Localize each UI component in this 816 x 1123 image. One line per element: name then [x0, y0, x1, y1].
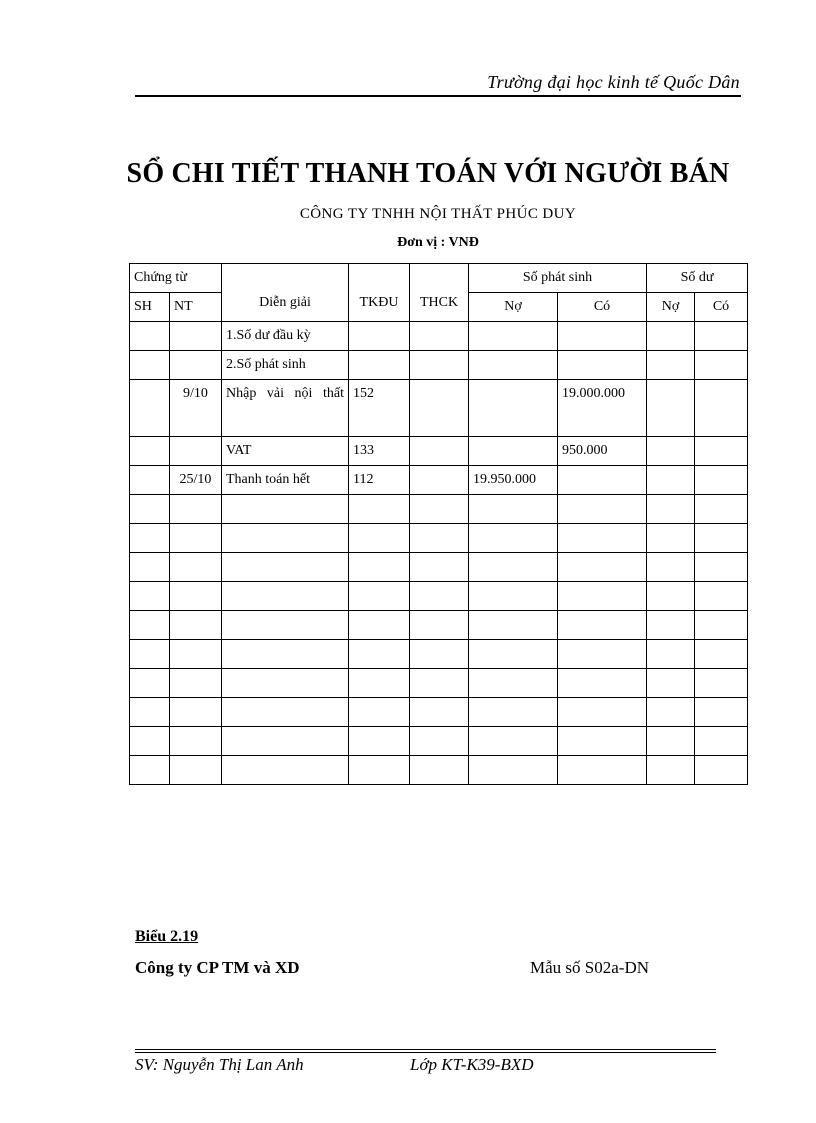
empty-cell	[695, 756, 748, 785]
empty-cell	[558, 669, 647, 698]
empty-cell	[222, 727, 349, 756]
empty-cell	[695, 582, 748, 611]
cell-tkdu: 133	[349, 437, 410, 466]
cell-tkdu	[349, 322, 410, 351]
cell-sh	[130, 322, 170, 351]
cell-no	[469, 322, 558, 351]
empty-row	[130, 698, 748, 727]
empty-cell	[469, 495, 558, 524]
header-no: Nợ	[469, 293, 558, 322]
header-so-phat-sinh: Số phát sinh	[469, 264, 647, 293]
empty-rows	[130, 495, 748, 785]
empty-cell	[410, 727, 469, 756]
empty-cell	[170, 669, 222, 698]
empty-cell	[130, 727, 170, 756]
empty-cell	[222, 698, 349, 727]
empty-cell	[695, 553, 748, 582]
cell-nt	[170, 322, 222, 351]
header-chung-tu: Chứng từ	[130, 264, 222, 293]
currency-unit: Đơn vị : VNĐ	[397, 235, 479, 250]
cell-co	[558, 466, 647, 495]
empty-cell	[647, 669, 695, 698]
empty-cell	[647, 756, 695, 785]
empty-cell	[469, 669, 558, 698]
empty-cell	[130, 611, 170, 640]
cell-thck	[410, 466, 469, 495]
empty-cell	[349, 553, 410, 582]
empty-cell	[170, 524, 222, 553]
empty-cell	[410, 582, 469, 611]
empty-cell	[558, 524, 647, 553]
empty-cell	[130, 582, 170, 611]
cell-du-no	[647, 466, 695, 495]
table-row	[130, 437, 748, 466]
empty-cell	[647, 553, 695, 582]
cell-du-no	[647, 322, 695, 351]
header-thck-label: THCK	[419, 294, 459, 310]
empty-cell	[170, 698, 222, 727]
cell-sh	[130, 380, 170, 437]
empty-cell	[558, 727, 647, 756]
header-school: Trường đại học kinh tế Quốc Dân	[487, 72, 740, 92]
empty-cell	[349, 582, 410, 611]
empty-cell	[558, 698, 647, 727]
company-name: CÔNG TY TNHH NỘI THẤT PHÚC DUY	[299, 206, 577, 222]
table-row	[130, 322, 748, 351]
footer-class: Lớp KT-K39-BXD	[410, 1055, 534, 1074]
empty-cell	[130, 669, 170, 698]
cell-thck	[410, 322, 469, 351]
cell-tkdu	[349, 351, 410, 380]
empty-row	[130, 553, 748, 582]
header-so-du: Số dư	[647, 264, 748, 293]
cell-du-co	[695, 466, 748, 495]
cell-dien-giai: VAT	[222, 437, 349, 466]
empty-cell	[558, 553, 647, 582]
empty-cell	[349, 495, 410, 524]
empty-row	[130, 524, 748, 553]
cell-tkdu: 152	[349, 380, 410, 437]
empty-cell	[349, 524, 410, 553]
footer-rule	[135, 1049, 716, 1050]
empty-row	[130, 756, 748, 785]
header-co: Có	[558, 293, 647, 322]
empty-cell	[695, 524, 748, 553]
empty-row	[130, 582, 748, 611]
table-row	[130, 351, 748, 380]
cell-nt	[170, 437, 222, 466]
cell-co: 950.000	[558, 437, 647, 466]
header-tkdu-label: TKĐU	[359, 294, 399, 310]
cell-du-co	[695, 322, 748, 351]
empty-cell	[647, 640, 695, 669]
footer-rule	[135, 1052, 716, 1053]
empty-cell	[130, 553, 170, 582]
empty-cell	[130, 698, 170, 727]
header-du-co: Có	[695, 293, 748, 322]
header-tkdu	[349, 264, 410, 322]
empty-cell	[130, 495, 170, 524]
empty-cell	[469, 698, 558, 727]
empty-cell	[695, 640, 748, 669]
empty-cell	[170, 756, 222, 785]
empty-cell	[170, 582, 222, 611]
empty-cell	[410, 553, 469, 582]
cell-thck	[410, 437, 469, 466]
cell-nt	[170, 351, 222, 380]
table-row	[130, 380, 748, 437]
form-number: Mẫu số S02a-DN	[530, 958, 649, 977]
empty-cell	[469, 611, 558, 640]
empty-row	[130, 640, 748, 669]
empty-cell	[349, 756, 410, 785]
empty-cell	[410, 698, 469, 727]
empty-cell	[469, 756, 558, 785]
cell-dien-giai-text: Nhập vải nội thất	[226, 386, 344, 401]
cell-co	[558, 351, 647, 380]
empty-cell	[130, 756, 170, 785]
header-thck	[410, 264, 469, 322]
header-sh: SH	[130, 293, 170, 322]
empty-cell	[222, 524, 349, 553]
cell-no	[469, 351, 558, 380]
empty-cell	[469, 727, 558, 756]
cell-sh	[130, 351, 170, 380]
empty-cell	[695, 495, 748, 524]
table-row	[130, 466, 748, 495]
empty-cell	[349, 698, 410, 727]
empty-cell	[170, 553, 222, 582]
empty-cell	[695, 669, 748, 698]
empty-cell	[695, 611, 748, 640]
empty-cell	[170, 640, 222, 669]
empty-cell	[647, 727, 695, 756]
empty-cell	[170, 611, 222, 640]
empty-cell	[647, 698, 695, 727]
cell-dien-giai: 1.Số dư đầu kỳ	[222, 322, 349, 351]
empty-cell	[349, 640, 410, 669]
cell-dien-giai	[222, 380, 349, 437]
empty-cell	[222, 611, 349, 640]
cell-du-no	[647, 380, 695, 437]
cell-du-co	[695, 351, 748, 380]
cell-thck	[410, 351, 469, 380]
cell-no	[469, 437, 558, 466]
empty-cell	[349, 611, 410, 640]
empty-cell	[558, 611, 647, 640]
empty-cell	[410, 495, 469, 524]
empty-cell	[410, 756, 469, 785]
cell-no: 19.950.000	[469, 466, 558, 495]
empty-cell	[170, 727, 222, 756]
empty-cell	[349, 669, 410, 698]
footer-student: SV: Nguyễn Thị Lan Anh	[135, 1055, 304, 1074]
empty-cell	[410, 611, 469, 640]
empty-cell	[170, 495, 222, 524]
empty-cell	[647, 524, 695, 553]
empty-cell	[130, 524, 170, 553]
empty-row	[130, 611, 748, 640]
empty-cell	[647, 495, 695, 524]
empty-cell	[410, 669, 469, 698]
cell-du-no	[647, 437, 695, 466]
cell-dien-giai: Thanh toán hết	[222, 466, 349, 495]
empty-cell	[410, 640, 469, 669]
empty-cell	[222, 669, 349, 698]
bieu-label: Biểu 2.19	[135, 928, 199, 945]
empty-cell	[469, 582, 558, 611]
empty-cell	[558, 582, 647, 611]
empty-cell	[647, 582, 695, 611]
cell-nt: 25/10	[170, 466, 222, 495]
header-du-no: Nợ	[647, 293, 695, 322]
company-footer: Công ty CP TM và XD	[135, 958, 300, 977]
header-row-1	[130, 264, 748, 293]
empty-cell	[222, 582, 349, 611]
empty-cell	[222, 553, 349, 582]
header-dien-giai-label: Diễn giải	[259, 294, 311, 310]
empty-cell	[410, 524, 469, 553]
cell-sh	[130, 437, 170, 466]
empty-cell	[469, 553, 558, 582]
header-nt: NT	[170, 293, 222, 322]
cell-du-co	[695, 380, 748, 437]
page-title: SỔ CHI TIẾT THANH TOÁN VỚI NGƯỜI BÁN	[126, 158, 730, 189]
empty-row	[130, 727, 748, 756]
empty-cell	[469, 524, 558, 553]
cell-nt: 9/10	[170, 380, 222, 437]
empty-row	[130, 495, 748, 524]
empty-cell	[130, 640, 170, 669]
header-rule	[135, 95, 741, 97]
empty-cell	[222, 640, 349, 669]
empty-cell	[558, 495, 647, 524]
empty-cell	[647, 611, 695, 640]
cell-co	[558, 322, 647, 351]
cell-sh	[130, 466, 170, 495]
empty-cell	[349, 727, 410, 756]
header-dien-giai	[222, 264, 349, 322]
cell-du-no	[647, 351, 695, 380]
cell-tkdu: 112	[349, 466, 410, 495]
empty-cell	[469, 640, 558, 669]
empty-cell	[558, 640, 647, 669]
empty-cell	[222, 495, 349, 524]
ledger-table	[129, 263, 748, 785]
cell-du-co	[695, 437, 748, 466]
empty-cell	[222, 756, 349, 785]
empty-cell	[558, 756, 647, 785]
empty-cell	[695, 698, 748, 727]
empty-row	[130, 669, 748, 698]
empty-cell	[695, 727, 748, 756]
cell-co: 19.000.000	[558, 380, 647, 437]
cell-dien-giai: 2.Số phát sinh	[222, 351, 349, 380]
cell-no	[469, 380, 558, 437]
cell-thck	[410, 380, 469, 437]
